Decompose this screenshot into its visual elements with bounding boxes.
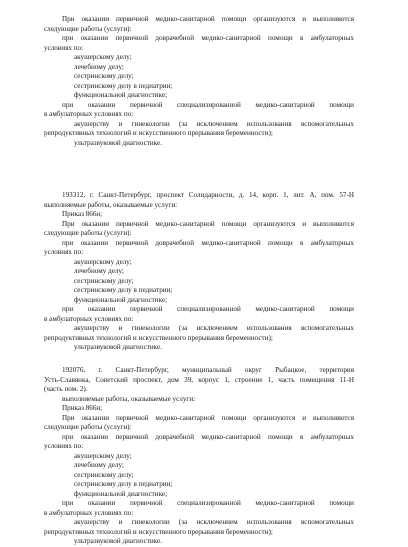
works-label: выполняемые работы, оказываемые услуги: — [44, 200, 178, 209]
service-item-cont: репродуктивных технологий и искусственного прерывания беременности); — [44, 527, 273, 536]
address-line: (часть пом. 2). — [44, 385, 88, 393]
service-item: акушерству и гинекологии (за исключением использования вспомогательных — [74, 518, 354, 526]
specialized-heading-cont: в амбулаторных условиях по: — [44, 508, 134, 517]
service-item: акушерству и гинекологии (за исключением использования вспомогательных — [74, 119, 354, 128]
services-block-3 — [44, 366, 354, 547]
primary-prehospital-heading-cont: условиях по: — [44, 442, 84, 450]
services-intro-cont: следующие работы (услуги): — [44, 229, 132, 237]
service-item: ультразвуковой диагностике. — [74, 138, 162, 147]
primary-prehospital-heading: при оказании первичной доврачебной медико-санитарной помощи в амбулаторных — [62, 432, 354, 441]
primary-prehospital-heading-cont: условиях по: — [44, 248, 84, 256]
services-intro: При оказании первичной медико-санитарной помощи организуются и выполняются — [62, 219, 354, 228]
primary-prehospital-heading-cont: условиях по: — [44, 43, 84, 52]
service-item: лечебному делу; — [74, 267, 124, 275]
service-item: сестринскому делу в педиатрии; — [74, 286, 173, 294]
service-item: функциональной диагностике; — [74, 295, 168, 304]
works-label: выполняемые работы, оказываемые услуги: — [62, 394, 196, 403]
primary-prehospital-heading: при оказании первичной доврачебной медико-санитарной помощи в амбулаторных — [62, 34, 354, 42]
service-item: функциональной диагностике; — [74, 91, 168, 99]
service-item: ультразвуковой диагностике. — [74, 343, 162, 351]
specialized-heading-cont: в амбулаторных условиях по: — [44, 314, 134, 323]
address-line: Усть-Славянка, Советский проспект, дом 39, корпус 1, строение 1, часть помещения 11-Н — [44, 375, 354, 384]
specialized-heading-cont: в амбулаторных условиях по: — [44, 110, 134, 118]
service-item: лечебному делу; — [74, 461, 124, 469]
specialized-heading: при оказании первичной специализированной медико-санитарной помощи — [62, 100, 354, 109]
address-line: 193312, г. Санкт-Петербург, проспект Солидарности, д. 14, корп. 1, лит. А, пом. 57-Н — [62, 191, 354, 199]
service-item: сестринскому делу; — [74, 276, 134, 285]
service-item: сестринскому делу; — [74, 470, 134, 479]
services-block-1 — [44, 15, 354, 148]
address-line: 192076, г. Санкт-Петербург, муниципальный округ Рыбацкое, территория — [62, 366, 354, 374]
primary-prehospital-heading: при оказании первичной доврачебной медико-санитарной помощи в амбулаторных — [62, 238, 354, 247]
services-intro-cont: следующие работы (услуги): — [44, 423, 132, 431]
service-item: акушерскому делу; — [74, 53, 132, 61]
specialized-heading: при оказании первичной специализированной медико-санитарной помощи — [62, 305, 354, 313]
order-reference: Приказ 866н; — [62, 210, 103, 218]
services-intro-cont: следующие работы (услуги): — [44, 24, 132, 33]
service-item: сестринскому делу в педиатрии; — [74, 480, 173, 488]
service-item: сестринскому делу; — [74, 72, 134, 80]
service-item: акушерству и гинекологии (за исключением использования вспомогательных — [74, 324, 354, 332]
services-block-2 — [44, 191, 354, 353]
service-item-cont: репродуктивных технологий и искусственного прерывания беременности); — [44, 333, 273, 342]
service-item: акушерскому делу; — [74, 257, 132, 266]
specialized-heading: при оказании первичной специализированной медико-санитарной помощи — [62, 499, 354, 507]
services-intro: При оказании первичной медико-санитарной помощи организуются и выполняются — [62, 413, 354, 422]
service-item: функциональной диагностике; — [74, 489, 168, 498]
service-item: лечебному делу; — [74, 62, 124, 71]
service-item: ультразвуковой диагностике. — [74, 537, 162, 545]
order-reference: Приказ 866н; — [62, 404, 103, 412]
service-item: сестринскому делу в педиатрии; — [74, 81, 173, 90]
service-item-cont: репродуктивных технологий и искусственного прерывания беременности); — [44, 129, 273, 137]
services-intro: При оказании первичной медико-санитарной помощи организуются и выполняются — [62, 15, 354, 23]
service-item: акушерскому делу; — [74, 451, 132, 460]
